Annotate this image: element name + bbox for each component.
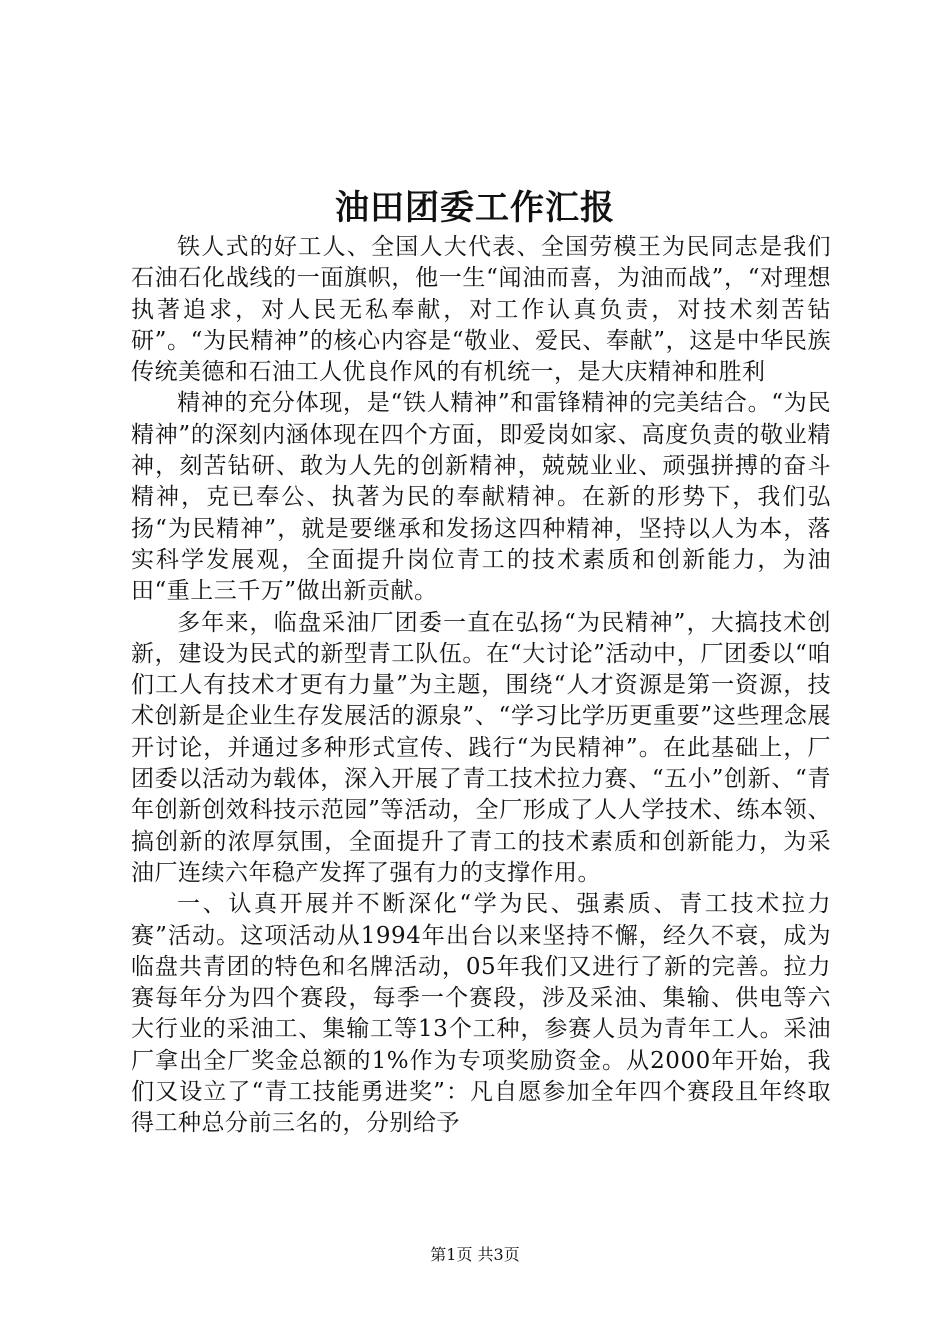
document-body	[131, 232, 831, 1140]
page-number-footer: 第1页 共3页	[430, 1245, 520, 1264]
paragraph-4: 一、认真开展并不断深化“学为民、强素质、青工技术拉力赛”活动。这项活动从1994年出台以来坚持不懈，经久不衰，成为临盘共青团的特色和名牌活动，05年我们又进行了新的完善。拉力赛每年分为四个赛段，每季一个赛段，涉及采油、集输、供电等六大行业的采油工、集输工等13个工种，参赛人员为青年工人。采油厂拿出全厂奖金总额的1%作为专项奖励资金。从2000年开始，我们又设立了“青工技能勇进奖”：凡自愿参加全年四个赛段且年终取得工种总分前三名的，分别给予	[131, 891, 831, 1137]
paragraph-2: 精神的充分体现，是“铁人精神”和雷锋精神的完美结合。“为民精神”的深刻内涵体现在四个方面，即爱岗如家、高度负责的敬业精神，刻苦钻研、敢为人先的创新精神，兢兢业业、顽强拼搏的奋斗精神，克已奉公、执著为民的奉献精神。在新的形势下，我们弘扬“为民精神”，就是要继承和发扬这四种精神，坚持以人为本，落实科学发展观，全面提升岗位青工的技术素质和创新能力，为油田“重上三千万”做出新贡献。	[131, 390, 831, 605]
paragraph-3: 多年来，临盘采油厂团委一直在弘扬“为民精神”，大搞技术创新，建设为民式的新型青工队伍。在“大讨论”活动中，厂团委以“咱们工人有技术才更有力量”为主题，围绕“人才资源是第一资源，技术创新是企业生存发展活的源泉”、“学习比学历更重要”这些理念展开讨论，并通过多种形式宣传、践行“为民精神”。在此基础上，厂团委以活动为载体，深入开展了青工技术拉力赛、“五小”创新、“青年创新创效科技示范园”等活动，全厂形成了人人学技术、练本领、搞创新的浓厚氛围，全面提升了青工的技术素质和创新能力，为采油厂连续六年稳产发挥了强有力的支撑作用。	[131, 609, 831, 886]
paragraph-1: 铁人式的好工人、全国人大代表、全国劳模王为民同志是我们石油石化战线的一面旗帜，他一生“闻油而喜，为油而战”，“对理想执著追求，对人民无私奉献，对工作认真负责，对技术刻苦钻研”。“为民精神”的核心内容是“敬业、爱民、奉献”，这是中华民族传统美德和石油工人优良作风的有机统一，是大庆精神和胜利	[131, 234, 831, 386]
document-title: 油田团委工作汇报	[335, 188, 615, 228]
